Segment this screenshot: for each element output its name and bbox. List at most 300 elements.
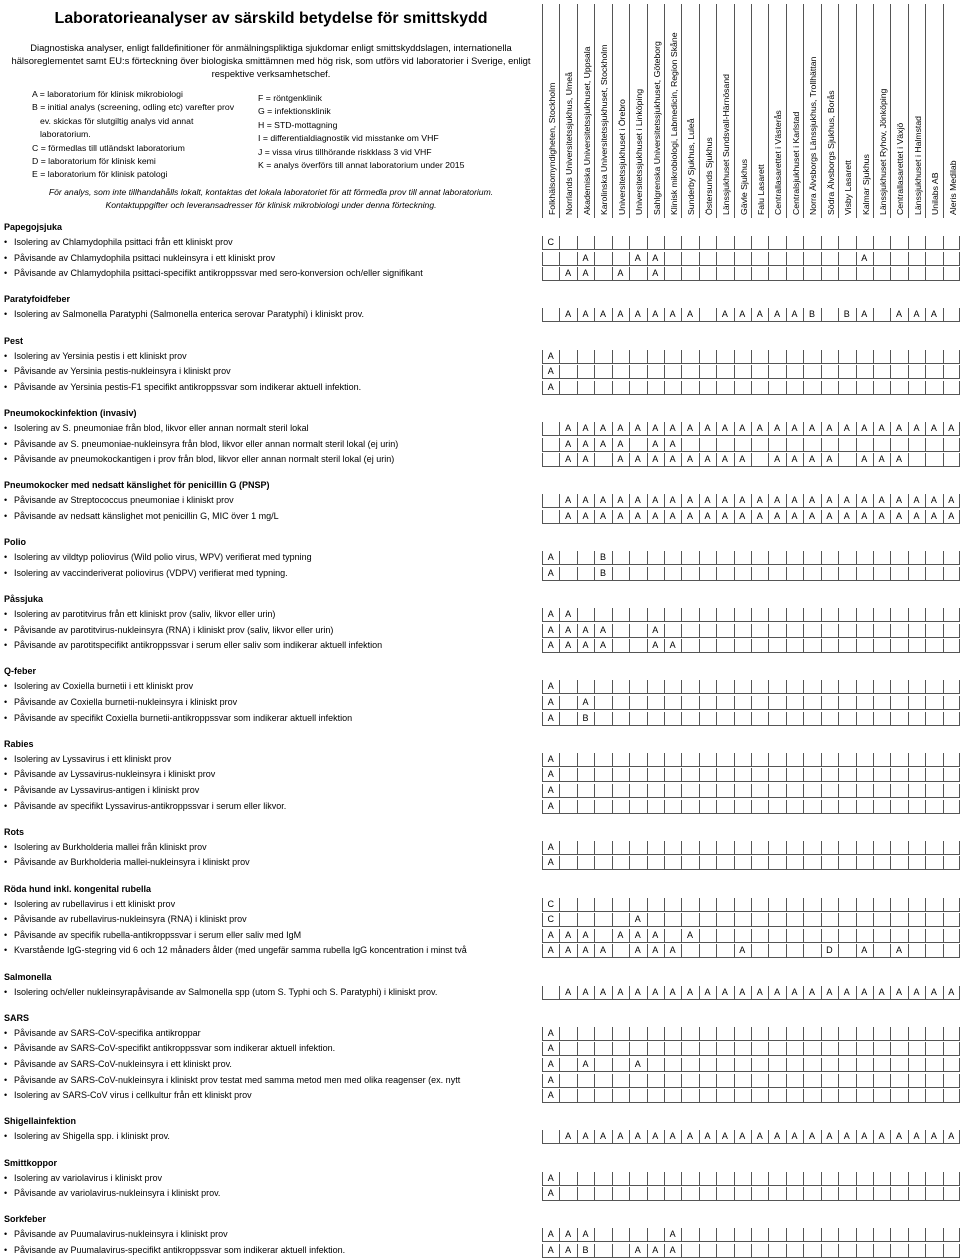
cell-divider <box>716 1228 717 1241</box>
column-header <box>629 4 647 218</box>
row-label: Påvisande av pneumokockantigen i prov från blod, likvor eller annan normalt steril lokal (ej urin) <box>14 454 395 465</box>
table-cell: A <box>599 495 606 506</box>
cell-divider <box>803 753 804 766</box>
cell-divider <box>647 1027 648 1040</box>
cell-divider <box>873 768 874 781</box>
cell-divider <box>786 696 787 709</box>
row-label: Påvisande av SARS-CoV-specifikt antikroppssvar som indikerar aktuell infektion. <box>14 1043 336 1054</box>
cell-divider <box>786 929 787 942</box>
cell-divider <box>734 608 735 621</box>
cell-divider <box>716 856 717 869</box>
table-cell: A <box>565 454 572 465</box>
table-cell: A <box>791 495 798 506</box>
table-row <box>0 365 960 380</box>
table-cell: A <box>547 785 554 795</box>
cell-divider <box>699 567 700 580</box>
cell-divider <box>751 1058 752 1071</box>
row-label: Isolering av Shigella spp. i kliniskt prov. <box>14 1131 170 1142</box>
cell-divider <box>908 1027 909 1040</box>
cell-divider <box>821 856 822 869</box>
table-cell: C <box>547 914 554 925</box>
cell-divider <box>768 800 769 813</box>
cell-divider <box>612 784 613 797</box>
cell-divider <box>873 1042 874 1055</box>
cell-divider <box>559 1187 560 1200</box>
row-cells <box>542 1130 960 1144</box>
cell-divider <box>873 1187 874 1200</box>
cell-divider <box>681 913 682 926</box>
table-cell: A <box>582 945 589 956</box>
row-label: Påvisande av Puumalavirus-nukleinsyra i kliniskt prov <box>14 1229 228 1240</box>
cell-divider <box>925 365 926 378</box>
cell-divider <box>542 510 543 523</box>
cell-divider <box>681 1074 682 1087</box>
subtitle-line: respektive verksamhetschef. <box>211 68 331 79</box>
cell-divider <box>629 696 630 709</box>
cell-divider <box>594 252 595 265</box>
cell-divider <box>699 753 700 766</box>
cell-divider <box>734 639 735 652</box>
column-header-label: Centrallasarettet i Västerås <box>773 110 784 215</box>
cell-divider <box>629 381 630 394</box>
cell-divider <box>751 624 752 637</box>
table-cell: A <box>896 495 903 506</box>
table-row <box>0 768 960 783</box>
table-cell: A <box>547 350 554 361</box>
table-cell: A <box>599 986 606 997</box>
cell-divider <box>873 381 874 394</box>
cell-divider <box>594 929 595 942</box>
cell-divider <box>577 800 578 813</box>
table-cell: A <box>756 495 763 506</box>
cell-divider <box>925 267 926 280</box>
bullet-icon: • <box>4 1131 8 1142</box>
cell-divider <box>925 1228 926 1241</box>
cell-divider <box>908 438 909 451</box>
row-cells <box>542 381 960 395</box>
column-header <box>734 4 752 218</box>
table-cell: B <box>599 567 606 578</box>
table-cell: A <box>843 423 850 433</box>
cell-divider <box>838 944 839 957</box>
table-cell: A <box>704 511 711 521</box>
column-header-label: Folkhälsomyndigheten, Stockholm <box>547 82 557 215</box>
table-cell: A <box>878 423 885 433</box>
cell-divider <box>542 267 543 280</box>
table-row <box>0 350 960 365</box>
cell-divider <box>681 438 682 451</box>
row-label: Påvisande av SARS-CoV-nukleinsyra i kliniskt prov testat med samma metod men med olika reagenser (ex. nytt <box>14 1074 461 1085</box>
cell-divider <box>647 784 648 797</box>
cell-divider <box>908 712 909 725</box>
table-cell: A <box>599 423 606 433</box>
cell-divider <box>768 1058 769 1071</box>
cell-divider <box>890 1244 891 1257</box>
row-label: Påvisande av Coxiella burnetii-nukleinsyra i kliniskt prov <box>14 697 238 707</box>
cell-divider <box>734 252 735 265</box>
cell-divider <box>856 1172 857 1185</box>
cell-divider <box>681 365 682 378</box>
row-cells <box>542 986 960 1000</box>
table-cell: A <box>948 1131 955 1142</box>
table-cell: A <box>547 769 554 780</box>
column-header <box>890 4 908 218</box>
row-cells <box>542 438 960 452</box>
bullet-icon: • <box>4 914 8 925</box>
cell-divider <box>768 1089 769 1102</box>
cell-divider <box>768 551 769 564</box>
cell-divider <box>699 944 700 957</box>
cell-divider <box>786 365 787 378</box>
cell-divider <box>821 236 822 249</box>
cell-divider <box>751 856 752 869</box>
cell-divider <box>890 1187 891 1200</box>
cell-divider <box>821 267 822 280</box>
cell-divider <box>943 913 944 926</box>
cell-divider <box>716 913 717 926</box>
cell-divider <box>838 1187 839 1200</box>
table-cell: A <box>669 495 676 506</box>
cell-divider <box>647 381 648 394</box>
cell-divider <box>594 453 595 466</box>
cell-divider <box>681 639 682 652</box>
cell-divider <box>803 913 804 926</box>
cell-divider <box>647 236 648 249</box>
table-cell: A <box>582 697 589 707</box>
cell-divider <box>559 856 560 869</box>
cell-divider <box>786 1244 787 1257</box>
cell-divider <box>838 841 839 854</box>
cell-divider <box>542 494 543 507</box>
table-cell: A <box>930 495 937 506</box>
cell-divider <box>699 1074 700 1087</box>
column-header <box>873 4 891 218</box>
row-cells <box>542 308 960 322</box>
cell-divider <box>908 1042 909 1055</box>
cell-divider <box>925 624 926 637</box>
cell-divider <box>751 1172 752 1185</box>
cell-divider <box>943 1027 944 1040</box>
cell-divider <box>612 856 613 869</box>
table-row <box>0 680 960 695</box>
table-cell: A <box>878 454 885 465</box>
cell-divider <box>838 639 839 652</box>
cell-divider <box>803 1058 804 1071</box>
cell-divider <box>943 1244 944 1257</box>
cell-divider <box>856 608 857 621</box>
table-cell: A <box>652 252 659 263</box>
cell-divider <box>664 856 665 869</box>
column-header <box>612 4 630 218</box>
cell-divider <box>943 1187 944 1200</box>
cell-divider <box>943 308 944 321</box>
table-cell: A <box>617 454 624 465</box>
cell-divider <box>838 267 839 280</box>
cell-divider <box>716 551 717 564</box>
table-cell: A <box>617 268 624 279</box>
row-label: Isolering av vildtyp poliovirus (Wild polio virus, WPV) verifierat med typning <box>14 552 312 563</box>
cell-divider <box>838 567 839 580</box>
cell-divider <box>873 1089 874 1102</box>
cell-divider <box>786 236 787 249</box>
cell-divider <box>559 898 560 911</box>
table-cell: A <box>565 1245 572 1255</box>
cell-divider <box>768 252 769 265</box>
cell-divider <box>803 608 804 621</box>
cell-divider <box>821 551 822 564</box>
cell-divider <box>803 1187 804 1200</box>
cell-divider <box>716 712 717 725</box>
cell-divider <box>873 800 874 813</box>
column-header <box>716 4 734 218</box>
cell-divider <box>873 1172 874 1185</box>
table-row <box>0 753 960 768</box>
table-cell: A <box>582 624 589 635</box>
cell-divider <box>821 252 822 265</box>
table-cell: A <box>565 624 572 635</box>
cell-divider <box>734 929 735 942</box>
row-label: Påvisande av Lyssavirus-nukleinsyra i kliniskt prov <box>14 769 216 780</box>
table-cell: A <box>774 454 781 465</box>
cell-divider <box>716 944 717 957</box>
cell-divider <box>890 252 891 265</box>
cell-divider <box>716 696 717 709</box>
row-label: Isolering av Yersinia pestis i ett kliniskt prov <box>14 350 187 361</box>
cell-divider <box>908 365 909 378</box>
cell-divider <box>681 784 682 797</box>
table-cell: A <box>687 929 694 940</box>
row-label: Påvisande av Chlamydophila psittaci nukleinsyra i ett kliniskt prov <box>14 252 276 263</box>
cell-divider <box>908 898 909 911</box>
row-label: Påvisande av SARS-CoV-specifika antikroppar <box>14 1027 201 1038</box>
cell-divider <box>594 1058 595 1071</box>
cell-divider <box>612 1058 613 1071</box>
cell-divider <box>856 841 857 854</box>
legend-entry: K = analys överförs till annat laboratorium under 2015 <box>258 160 465 171</box>
cell-divider <box>786 1187 787 1200</box>
cell-divider <box>856 381 857 394</box>
cell-divider <box>786 1042 787 1055</box>
cell-divider <box>873 680 874 693</box>
table-row <box>0 624 960 639</box>
table-row <box>0 784 960 799</box>
row-cells <box>542 944 960 958</box>
cell-divider <box>890 624 891 637</box>
cell-divider <box>838 608 839 621</box>
column-header <box>943 4 960 218</box>
bullet-icon: • <box>4 268 8 279</box>
cell-divider <box>612 1187 613 1200</box>
cell-divider <box>542 453 543 466</box>
cell-divider <box>925 944 926 957</box>
cell-divider <box>943 639 944 652</box>
column-header-label: Sunderby Sjukhus, Luleå <box>686 118 697 215</box>
cell-divider <box>734 1244 735 1257</box>
bullet-icon: • <box>4 769 8 780</box>
table-cell: A <box>634 1131 641 1142</box>
table-cell: A <box>547 1229 554 1240</box>
cell-divider <box>943 1058 944 1071</box>
cell-divider <box>803 381 804 394</box>
cell-divider <box>681 567 682 580</box>
cell-divider <box>734 365 735 378</box>
cell-divider <box>577 381 578 394</box>
cell-divider <box>838 624 839 637</box>
cell-divider <box>734 567 735 580</box>
cell-divider <box>803 1074 804 1087</box>
row-cells <box>542 898 960 912</box>
column-header-label: Östersunds Sjukhus <box>703 137 714 215</box>
row-label: Isolering av Salmonella Paratyphi (Salmonella enterica serovar Paratyphi) i kliniskt prov. <box>14 309 364 320</box>
row-label: Påvisande av Yersinia pestis-nukleinsyra i kliniskt prov <box>14 366 231 377</box>
cell-divider <box>681 1042 682 1055</box>
cell-divider <box>612 1074 613 1087</box>
cell-divider <box>908 856 909 869</box>
row-cells <box>542 267 960 281</box>
cell-divider <box>838 1172 839 1185</box>
table-cell: A <box>634 929 641 940</box>
table-cell: A <box>913 986 920 997</box>
row-label: Påvisande av nedsatt känslighet mot penicillin G, MIC över 1 mg/L <box>14 511 279 521</box>
cell-divider <box>925 350 926 363</box>
cell-divider <box>629 1042 630 1055</box>
cell-divider <box>629 267 630 280</box>
cell-divider <box>664 1027 665 1040</box>
table-cell: A <box>634 945 641 956</box>
bullet-icon: • <box>4 438 8 449</box>
cell-divider <box>734 841 735 854</box>
cell-divider <box>943 624 944 637</box>
cell-divider <box>699 624 700 637</box>
cell-divider <box>734 753 735 766</box>
row-label: Påvisande av specifikt Lyssavirus-antikroppssvar i serum eller likvor. <box>14 800 287 811</box>
cell-divider <box>629 608 630 621</box>
cell-divider <box>925 898 926 911</box>
cell-divider <box>925 913 926 926</box>
table-cell: A <box>634 495 641 506</box>
table-cell: A <box>721 495 728 506</box>
column-header <box>699 4 717 218</box>
cell-divider <box>559 365 560 378</box>
row-cells <box>542 1187 960 1201</box>
cell-divider <box>751 381 752 394</box>
cell-divider <box>803 252 804 265</box>
table-cell: D <box>826 945 833 956</box>
cell-divider <box>838 1244 839 1257</box>
cell-divider <box>629 784 630 797</box>
cell-divider <box>699 1244 700 1257</box>
bullet-icon: • <box>4 681 8 692</box>
table-cell: A <box>930 986 937 997</box>
row-label: Påvisande av Lyssavirus-antigen i kliniskt prov <box>14 785 200 795</box>
table-cell: A <box>878 511 885 521</box>
cell-divider <box>890 381 891 394</box>
row-cells <box>542 639 960 653</box>
table-cell: A <box>739 495 746 506</box>
cell-divider <box>925 1187 926 1200</box>
table-cell: A <box>565 1131 572 1142</box>
cell-divider <box>751 841 752 854</box>
row-cells <box>542 768 960 782</box>
cell-divider <box>890 696 891 709</box>
table-cell: A <box>896 454 903 465</box>
cell-divider <box>559 1058 560 1071</box>
cell-divider <box>890 1058 891 1071</box>
cell-divider <box>751 567 752 580</box>
cell-divider <box>577 898 578 911</box>
row-label: Isolering av SARS-CoV virus i cellkultur från ett kliniskt prov <box>14 1090 252 1101</box>
cell-divider <box>856 1089 857 1102</box>
cell-divider <box>943 236 944 249</box>
note-line: För analys, som inte tillhandahålls lokalt, kontaktas det lokala laboratoriet för att förmedla prov till annat laboratorium. <box>48 187 494 197</box>
cell-divider <box>699 1172 700 1185</box>
table-cell: A <box>774 423 781 433</box>
cell-divider <box>890 712 891 725</box>
page-title: Laboratorieanalyser av särskild betydelse för smittskydd <box>54 10 488 27</box>
cell-divider <box>890 1042 891 1055</box>
cell-divider <box>577 551 578 564</box>
cell-divider <box>699 800 700 813</box>
cell-divider <box>803 1228 804 1241</box>
cell-divider <box>768 696 769 709</box>
cell-divider <box>908 841 909 854</box>
table-cell: A <box>704 986 711 997</box>
cell-divider <box>647 1228 648 1241</box>
cell-divider <box>612 712 613 725</box>
bullet-icon: • <box>4 366 8 377</box>
cell-divider <box>786 639 787 652</box>
cell-divider <box>559 236 560 249</box>
cell-divider <box>751 898 752 911</box>
bullet-icon: • <box>4 381 8 392</box>
cell-divider <box>838 696 839 709</box>
cell-divider <box>664 898 665 911</box>
cell-divider <box>943 381 944 394</box>
cell-divider <box>821 350 822 363</box>
table-cell: B <box>843 309 850 320</box>
cell-divider <box>908 1074 909 1087</box>
table-cell: C <box>547 237 554 247</box>
cell-divider <box>542 422 543 435</box>
table-cell: A <box>774 1131 781 1142</box>
cell-divider <box>594 236 595 249</box>
table-cell: A <box>547 366 554 377</box>
table-cell: A <box>704 423 711 433</box>
table-cell: A <box>721 986 728 997</box>
cell-divider <box>943 1089 944 1102</box>
bullet-icon: • <box>4 454 8 465</box>
cell-divider <box>768 365 769 378</box>
table-cell: A <box>704 495 711 506</box>
cell-divider <box>925 381 926 394</box>
cell-divider <box>699 929 700 942</box>
cell-divider <box>629 1089 630 1102</box>
cell-divider <box>594 350 595 363</box>
cell-divider <box>890 856 891 869</box>
cell-divider <box>612 1172 613 1185</box>
legend-entry: E = laboratorium för klinisk patologi <box>32 169 168 180</box>
table-cell: A <box>669 1229 676 1240</box>
table-cell: A <box>582 268 589 279</box>
cell-divider <box>664 567 665 580</box>
cell-divider <box>856 1074 857 1087</box>
table-cell: A <box>547 381 554 392</box>
row-label: Isolering av S. pneumoniae från blod, likvor eller annan normalt steril lokal <box>14 423 309 433</box>
cell-divider <box>681 1058 682 1071</box>
row-label: Påvisande av Puumalavirus-specifikt antikroppssvar som indikerar aktuell infektion. <box>14 1245 346 1255</box>
cell-divider <box>821 1228 822 1241</box>
cell-divider <box>856 1042 857 1055</box>
